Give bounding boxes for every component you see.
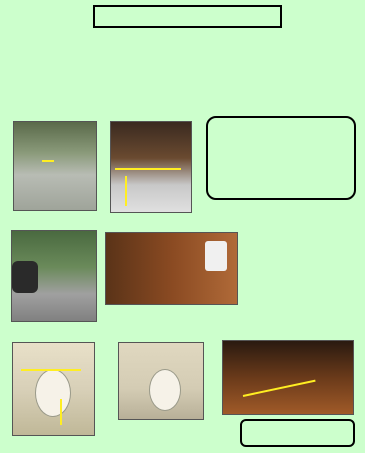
dimension-line xyxy=(60,399,62,425)
toilet-shape xyxy=(149,369,181,411)
dimension-line xyxy=(243,380,316,397)
photo xyxy=(12,342,95,436)
toilet-shape xyxy=(35,369,71,417)
photo xyxy=(110,121,192,213)
photo xyxy=(13,121,97,211)
dimension-line xyxy=(21,369,81,371)
note-box xyxy=(240,419,355,447)
scooter-shape xyxy=(12,261,38,293)
dimension-line xyxy=(42,160,54,162)
photo xyxy=(11,230,97,322)
photo xyxy=(222,340,354,415)
dimension-line xyxy=(125,176,127,206)
photo xyxy=(118,342,204,420)
dimension-line xyxy=(115,168,181,170)
photo xyxy=(105,232,238,305)
note-box xyxy=(206,116,356,200)
appliance-shape xyxy=(205,241,227,271)
page-title xyxy=(93,5,282,28)
